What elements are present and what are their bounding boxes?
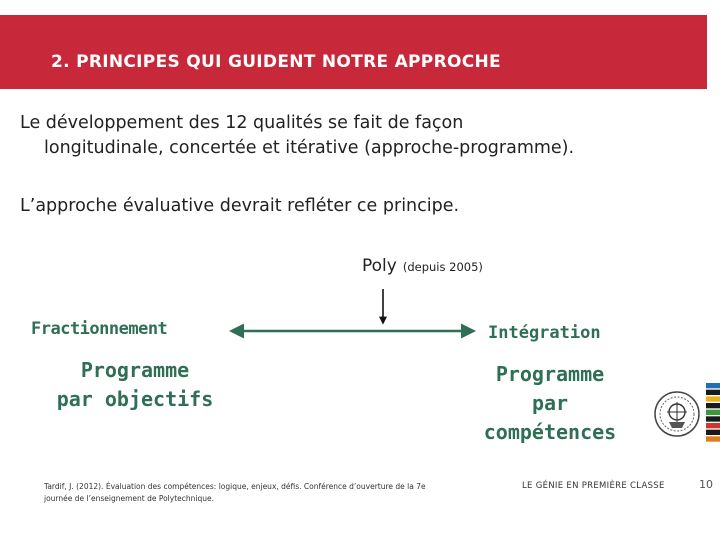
polytechnique-seal-icon <box>652 388 702 440</box>
brand-stripe <box>706 423 720 428</box>
program-competencies <box>450 360 650 447</box>
fractionnement-label: Fractionnement <box>31 319 168 339</box>
program-objectives <box>40 356 230 414</box>
page-number: 10 <box>699 478 713 491</box>
brand-stripe <box>706 383 720 388</box>
paragraph-1-line-1: Le développement des 12 qualités se fait de façon <box>20 113 464 133</box>
paragraph-2: L’approche évaluative devrait refléter ce principe. <box>20 196 460 216</box>
program-objectives-line-2: par objectifs <box>56 387 214 411</box>
footer-label: LE GÉNIE EN PREMIÈRE CLASSE <box>522 481 665 491</box>
brand-stripe <box>706 390 720 395</box>
program-competencies-line-3: compétences <box>483 420 617 444</box>
citation-line-2: journée de l’enseignement de Polytechnique. <box>44 494 214 503</box>
brand-stripe <box>706 416 720 421</box>
brand-stripes <box>706 383 720 443</box>
brand-stripe <box>706 430 720 435</box>
brand-stripe <box>706 436 720 441</box>
citation-line-1: Tardif, J. (2012). Évaluation des compétences: logique, enjeux, défis. Conférence d’ouverture de la 7e <box>44 482 426 491</box>
slide-title: 2. PRINCIPES QUI GUIDENT NOTRE APPROCHE <box>51 52 501 72</box>
program-objectives-line-1: Programme <box>80 358 190 382</box>
poly-label: Poly <box>362 256 397 276</box>
citation <box>44 481 464 505</box>
integration-label: Intégration <box>488 323 601 343</box>
program-competencies-line-2: par <box>531 391 569 415</box>
program-competencies-line-1: Programme <box>495 362 605 386</box>
brand-stripe <box>706 410 720 415</box>
brand-stripe <box>706 403 720 408</box>
poly-since-note: (depuis 2005) <box>402 260 483 274</box>
brand-stripe <box>706 396 720 401</box>
paragraph-1-line-2: longitudinale, concertée et itérative (approche-programme). <box>44 138 575 158</box>
